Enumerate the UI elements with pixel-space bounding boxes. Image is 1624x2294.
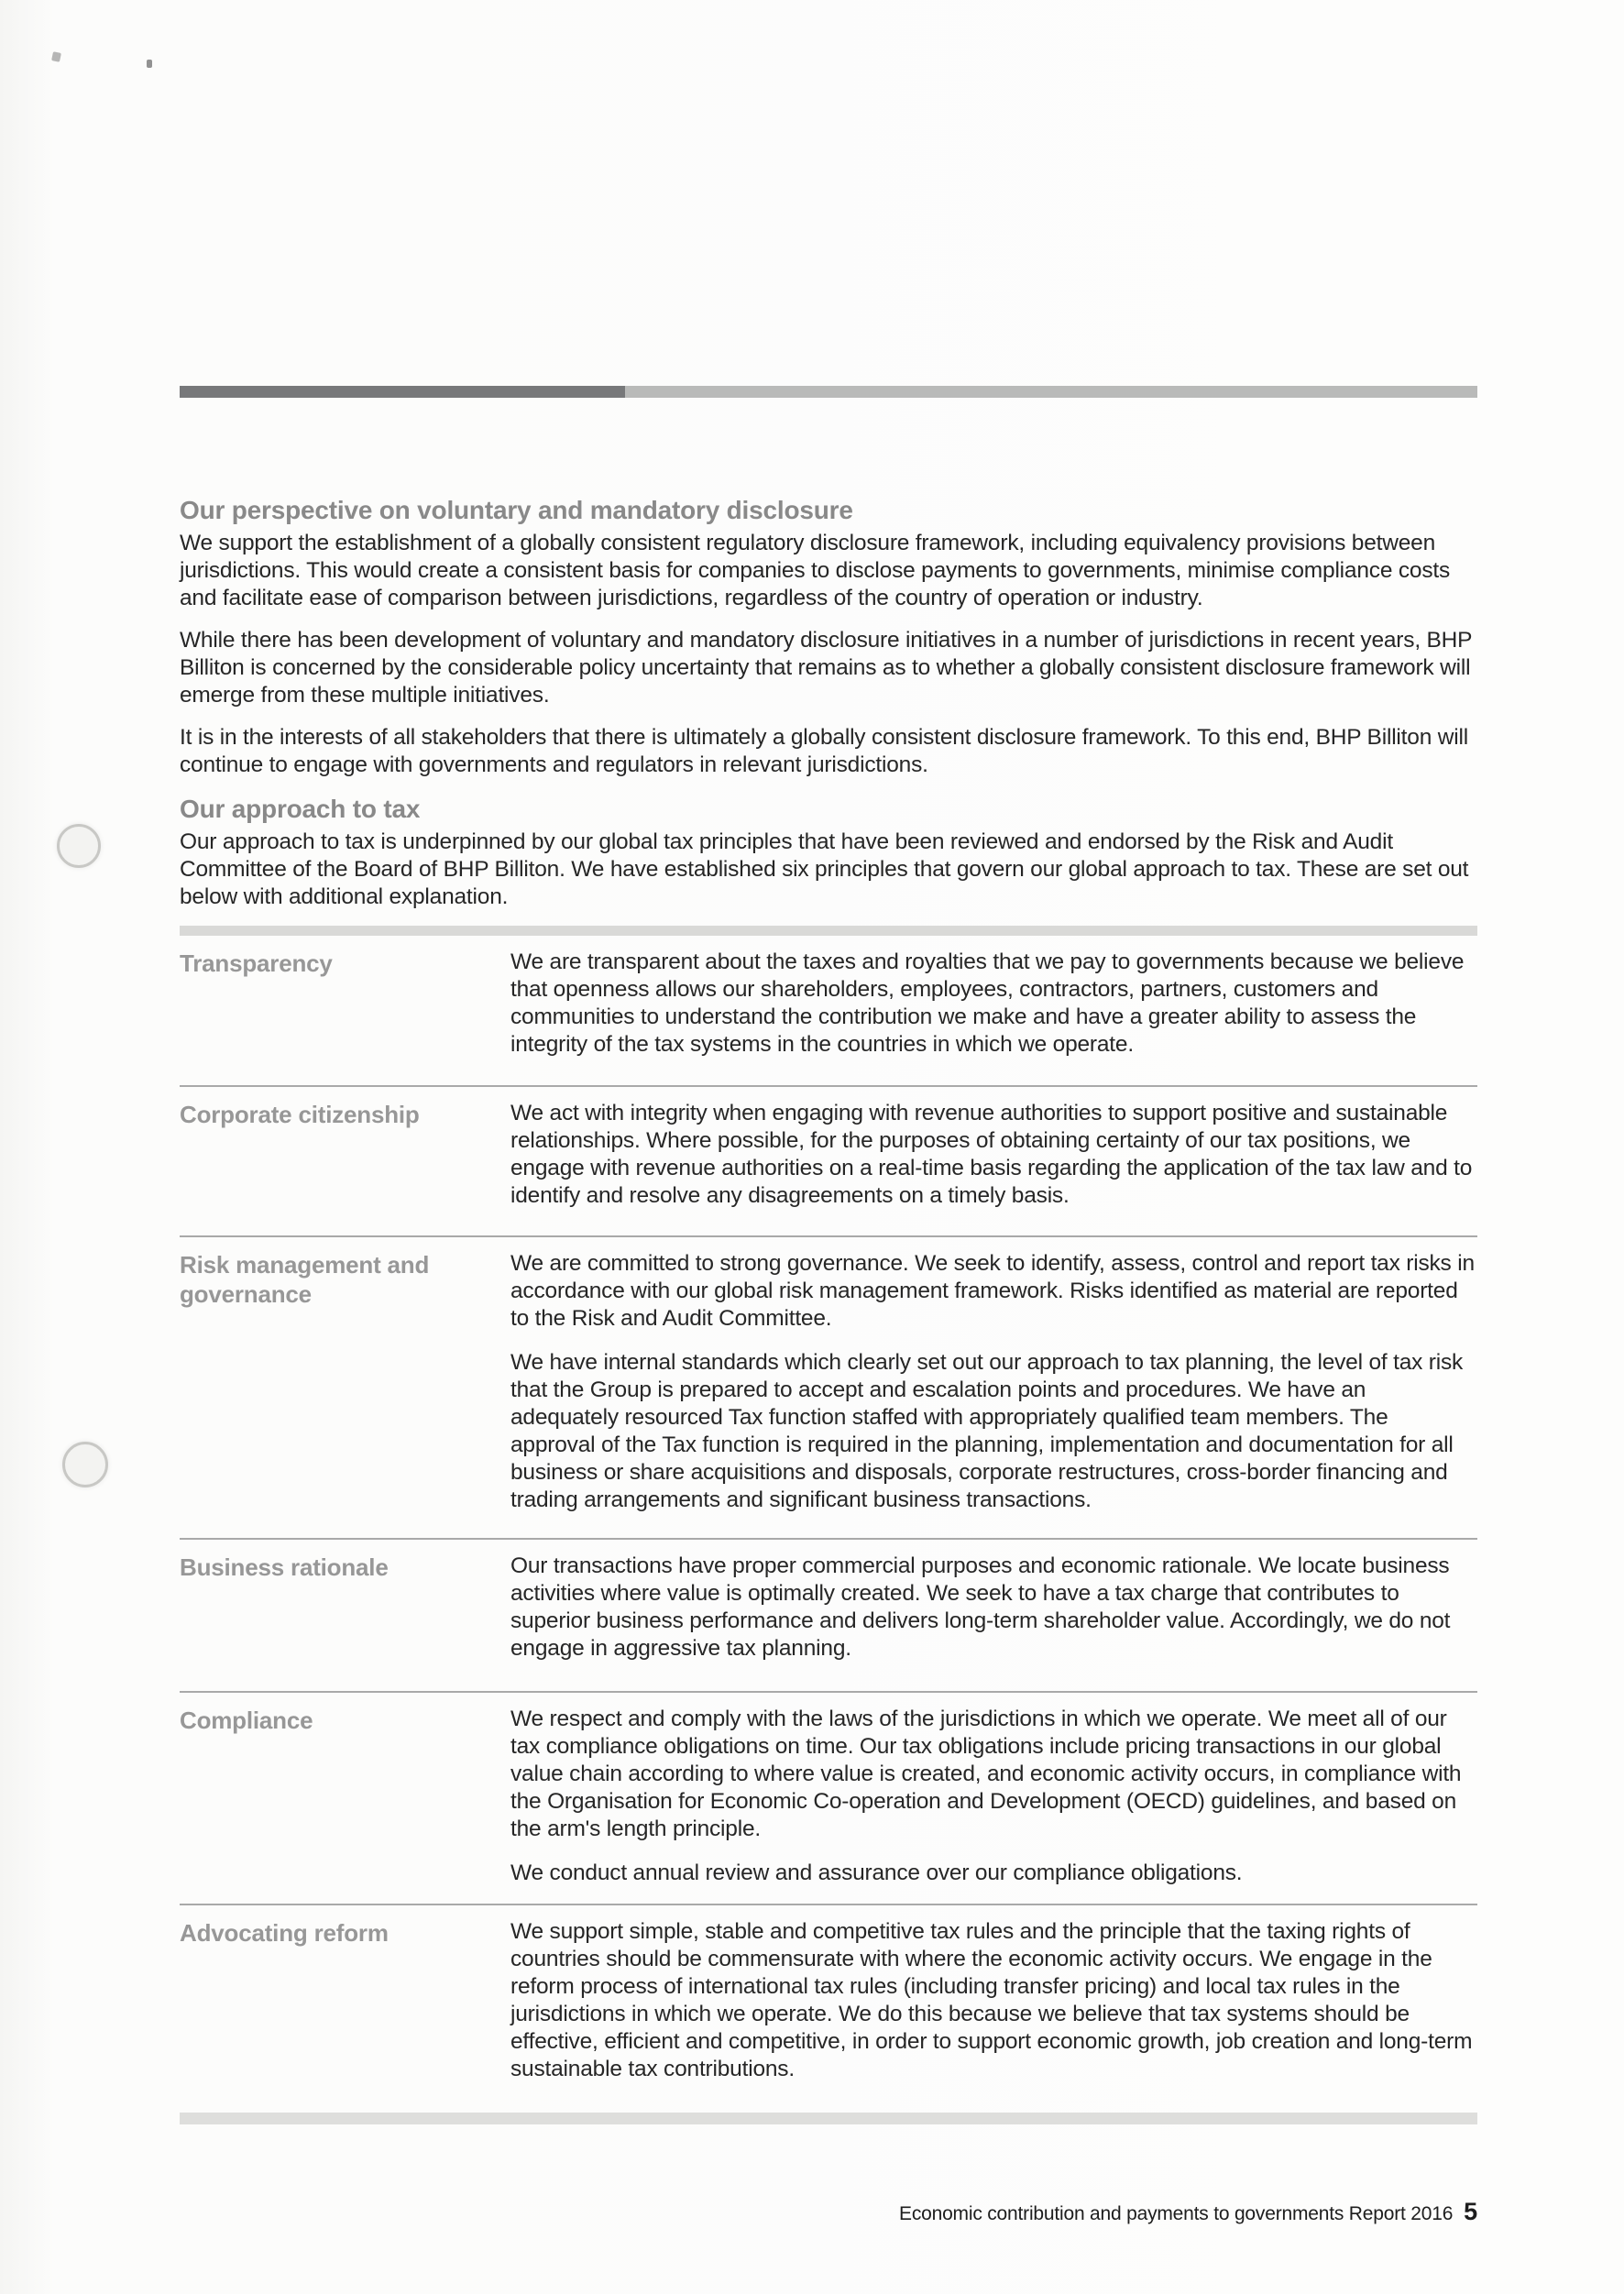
principle-label: Corporate citizenship (180, 1101, 420, 1128)
tax-principles-table (180, 926, 1477, 2124)
principle-label: Transparency (180, 949, 333, 977)
principle-paragraph: We conduct annual review and assurance over our compliance obligations. (510, 1860, 1243, 1885)
scan-speck (51, 51, 61, 62)
principle-description (510, 1250, 1477, 1538)
principle-paragraph: Our transactions have proper commercial purposes and economic rationale. We locate business activities where value is optimally created. We seek to have a tax charge that contributes to superior business performance and delivers long-term shareholder value. Accordingly, we do not engage in aggressive tax planning. (510, 1553, 1451, 1661)
principle-paragraph: We have internal standards which clearly set out our approach to tax planning, the level of tax risk that the Group is prepared to accept and escalation points and procedures. We have an adequately resourced Tax function staffed with appropriately qualified team members. The approval of the Tax function is required in the planning, implementation and documentation for all business or share acquisitions and disposals, corporate restructures, cross-border financing and trading arrangements and significant business transactions. (510, 1350, 1464, 1512)
section-divider-bar-dark-segment (180, 386, 625, 398)
page-content (180, 495, 1477, 2124)
principle-row-risk-management (180, 1237, 1477, 1540)
footer-report-title: Economic contribution and payments to governments Report 2016 (899, 2203, 1454, 2224)
heading-approach-to-tax: Our approach to tax (180, 795, 421, 823)
table-top-bar (180, 926, 1477, 936)
principle-description (510, 1706, 1477, 1904)
principle-description (510, 1100, 1477, 1235)
principle-description (510, 949, 1477, 1085)
scan-speck (147, 60, 152, 68)
page-footer (899, 2198, 1477, 2226)
principle-row-compliance (180, 1693, 1477, 1905)
paragraph-disclosure-2: While there has been development of voluntary and mandatory disclosure initiatives in a number of jurisdictions in recent years, BHP Billiton is concerned by the considerable policy uncertainty that remains as to whether a globally consistent disclosure framework will emerge from these multiple initiatives. (180, 628, 1472, 708)
binder-hole (57, 824, 101, 868)
principle-row-advocating-reform (180, 1905, 1477, 2113)
principle-label: Business rationale (180, 1553, 389, 1581)
principle-paragraph: We act with integrity when engaging with revenue authorities to support positive and sustainable relationships. Where possible, for the purposes of obtaining certainty of our tax positions, we engage with revenue authorities on a real-time basis regarding the application of the tax law and to identify and resolve any disagreements on a timely basis. (510, 1101, 1473, 1208)
principle-description (510, 1918, 1477, 2113)
principle-paragraph: We are committed to strong governance. We seek to identify, assess, control and report tax risks in accordance with our global risk management framework. Risks identified as material are reported to the Risk and Audit Committee. (510, 1251, 1475, 1331)
principle-label: Advocating reform (180, 1919, 389, 1947)
page-number: 5 (1464, 2198, 1477, 2225)
paragraph-disclosure-1: We support the establishment of a globally consistent regulatory disclosure framework, including equivalency provisions between jurisdictions. This would create a consistent basis for companies to disclose payments to governments, minimise compliance costs and facilitate ease of comparison between jurisdictions, regardless of the country of operation or industry. (180, 531, 1451, 610)
principle-paragraph: We support simple, stable and competitive tax rules and the principle that the taxing rights of countries should be commensurate with where the economic activity occurs. We engage in the reform process of international tax rules (including transfer pricing) and local tax rules in the jurisdictions in which we operate. We do this because we believe that tax systems should be effective, efficient and competitive, in order to support economic growth, job creation and long-term sustainable tax contributions. (510, 1919, 1473, 2081)
paragraph-disclosure-3: It is in the interests of all stakeholders that there is ultimately a globally consistent disclosure framework. To this end, BHP Billiton will continue to engage with governments and regulators in relevant jurisdictions. (180, 725, 1468, 777)
principle-row-business-rationale (180, 1540, 1477, 1693)
principle-paragraph: We respect and comply with the laws of the jurisdictions in which we operate. We meet all of our tax compliance obligations on time. Our tax obligations include pricing transactions in our global value chain according to where value is created, and economic activity occurs, in compliance with the Organisation for Economic Co-operation and Development (OECD) guidelines, and based on the arm's length principle. (510, 1707, 1462, 1841)
principle-label: Risk management and governance (180, 1251, 430, 1308)
principle-paragraph: We are transparent about the taxes and royalties that we pay to governments because we believe that openness allows our shareholders, employees, contractors, partners, customers and communities to understand the contribution we make and have a greater ability to assess the integrity of the tax systems in the countries in which we operate. (510, 949, 1465, 1057)
binder-hole (62, 1442, 108, 1487)
principle-row-corporate-citizenship (180, 1087, 1477, 1237)
principle-label: Compliance (180, 1707, 313, 1734)
principle-description (510, 1553, 1477, 1691)
principle-row-transparency (180, 936, 1477, 1087)
table-bottom-bar (180, 2113, 1477, 2124)
heading-disclosure-perspective: Our perspective on voluntary and mandatory disclosure (180, 496, 853, 524)
section-divider-bar (180, 386, 1477, 398)
paragraph-approach-to-tax: Our approach to tax is underpinned by our global tax principles that have been reviewed and endorsed by the Risk and Audit Committee of the Board of BHP Billiton. We have established six principles that govern our global approach to tax. These are set out below with additional explanation. (180, 829, 1469, 909)
